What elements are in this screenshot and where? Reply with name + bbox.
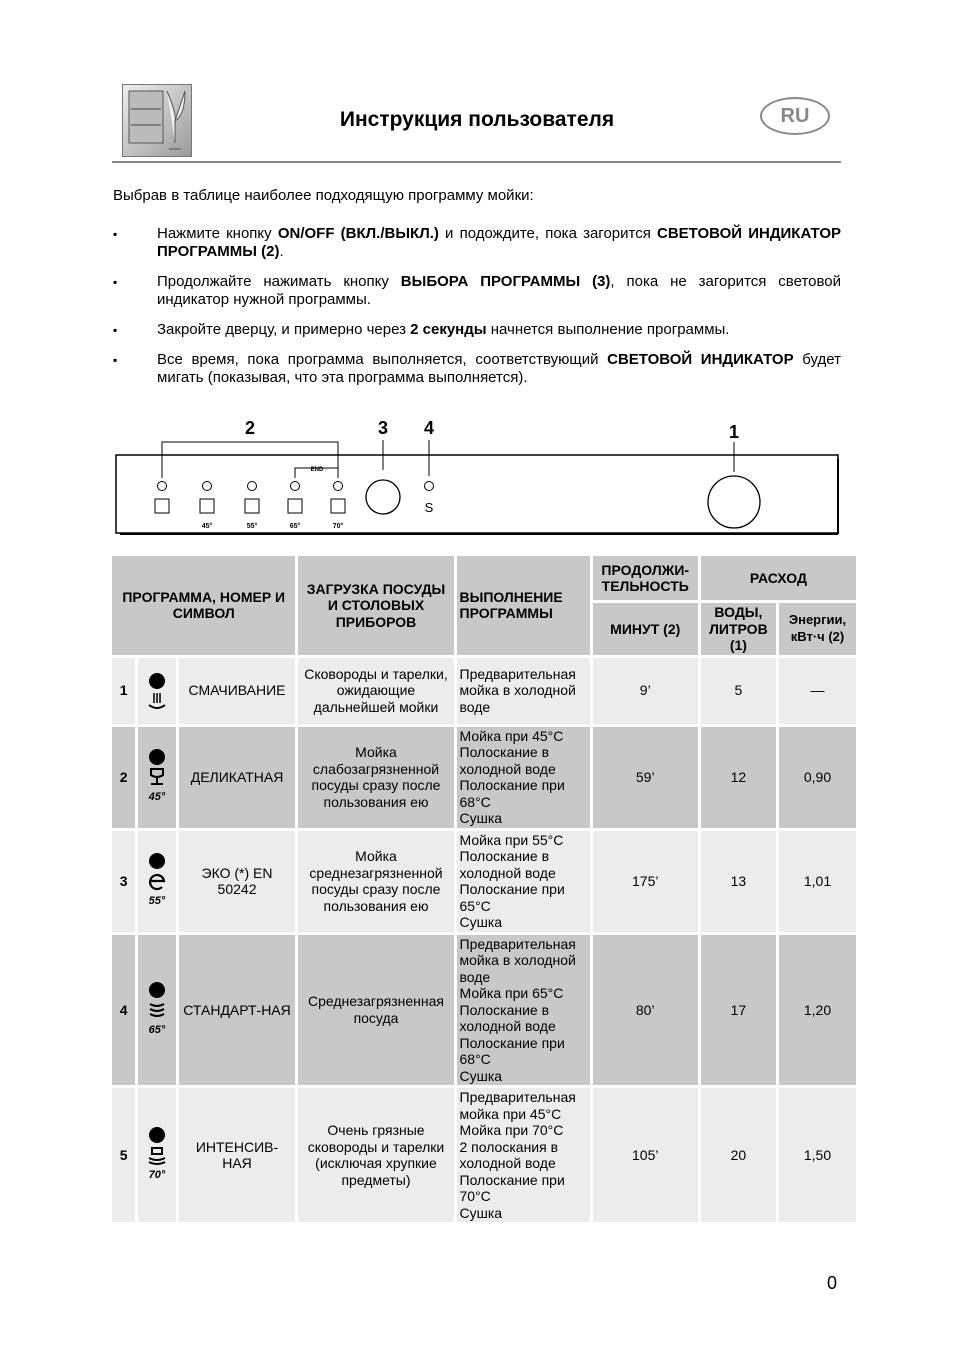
bullet-icon: ▪	[113, 323, 118, 337]
program-symbol	[141, 673, 172, 709]
header-energy: Энергии, кВт·ч (2)	[779, 603, 856, 655]
list-item: ▪ Нажмите кнопку ON/OFF (ВКЛ./ВЫКЛ.) и подождите, пока загорится СВЕТОВОЙ ИНДИКАТОР ПРОГРАММЫ (2).	[113, 225, 842, 260]
bullet-icon: ▪	[113, 275, 118, 289]
svg-text:S: S	[424, 500, 434, 515]
header-minutes: МИНУТ (2)	[593, 603, 698, 655]
list-item: ▪ Продолжайте нажимать кнопку ВЫБОРА ПРОГРАММЫ (3), пока не загорится световой индикатор нужной программы.	[113, 273, 842, 308]
bullet-icon: ▪	[113, 227, 118, 241]
table-row: 4 65° СТАНДАРТ-НАЯ Среднезагрязненная посуда Предварительная мойка в холодной воде Мойка при 65°C Полоскание в холодной воде Полоскание при 68°C Сушка 80’ 17 1,20	[112, 935, 856, 1086]
header-consumption: РАСХОД	[701, 556, 856, 600]
table-row: 2 45° ДЕЛИКАТНАЯ Мойка слабозагрязненной посуды сразу после пользования ею Мойка при 45°C Полоскание в холодной воде Полоскание при 68°C Сушка 59’ 12 0,90	[112, 727, 856, 828]
callout-2: 2	[244, 418, 256, 438]
bullet-icon: ▪	[113, 353, 118, 367]
program-symbol: 45°	[141, 749, 172, 806]
svg-text:55°: 55°	[246, 523, 258, 530]
header-load: ЗАГРУЗКА ПОСУДЫ И СТОЛОВЫХ ПРИБОРОВ	[298, 556, 453, 655]
language-badge: RU	[760, 97, 830, 135]
table-row: 5 70° ИНТЕНСИВ-НАЯ Очень грязные сковороды и тарелки (исключая хрупкие предметы) Предварительная мойка при 45°C Мойка при 70°C 2 полоскания в холодной воде Полоскание при 70°C Сушка 105’ 20 1,50	[112, 1088, 856, 1222]
list-item: ▪ Закройте дверцу, и примерно через 2 секунды начнется выполнение программы.	[113, 321, 730, 338]
program-symbol: 65°	[141, 982, 172, 1039]
header-exec: ВЫПОЛНЕНИЕ ПРОГРАММЫ	[457, 556, 590, 655]
program-symbol: 55°	[141, 853, 172, 910]
header-water: ВОДЫ, ЛИТРОВ (1)	[701, 603, 776, 655]
header-duration: ПРОДОЛЖИ-ТЕЛЬНОСТЬ	[593, 556, 698, 600]
table-row: 1 СМАЧИВАНИЕ Сковороды и тарелки, ожидающие дальнейшей мойки Предварительная мойка в холодной воде 9’ 5 —	[112, 658, 856, 724]
list-item: ▪ Все время, пока программа выполняется, соответствующий СВЕТОВОЙ ИНДИКАТОР будет мигать (показывая, что эта программа выполняется).	[113, 351, 841, 386]
header-divider	[112, 161, 841, 163]
end-label: END	[310, 467, 324, 473]
header-program: ПРОГРАММА, НОМЕР И СИМВОЛ	[112, 556, 295, 655]
svg-text:70°: 70°	[332, 523, 344, 530]
control-panel-diagram	[112, 410, 844, 540]
callout-4: 4	[423, 418, 435, 438]
intro-text: Выбрав в таблице наиболее подходящую программу мойки:	[113, 187, 534, 204]
instruction-list	[113, 225, 841, 399]
table-row: 3 55° ЭКО (*) EN 50242 Мойка среднезагрязненной посуды сразу после пользования ею Мойка при 55°C Полоскание в холодной воде Полоскание при 65°C Сушка 175’ 13 1,01	[112, 831, 856, 932]
programs-table	[109, 553, 859, 1225]
callout-3: 3	[377, 418, 389, 438]
svg-text:45°: 45°	[201, 523, 213, 530]
svg-text:65°: 65°	[289, 523, 301, 530]
program-symbol: 70°	[141, 1127, 172, 1184]
callout-1: 1	[728, 422, 740, 442]
page-number: 0	[827, 1273, 838, 1293]
page-title: Инструкция пользователя	[339, 108, 615, 131]
